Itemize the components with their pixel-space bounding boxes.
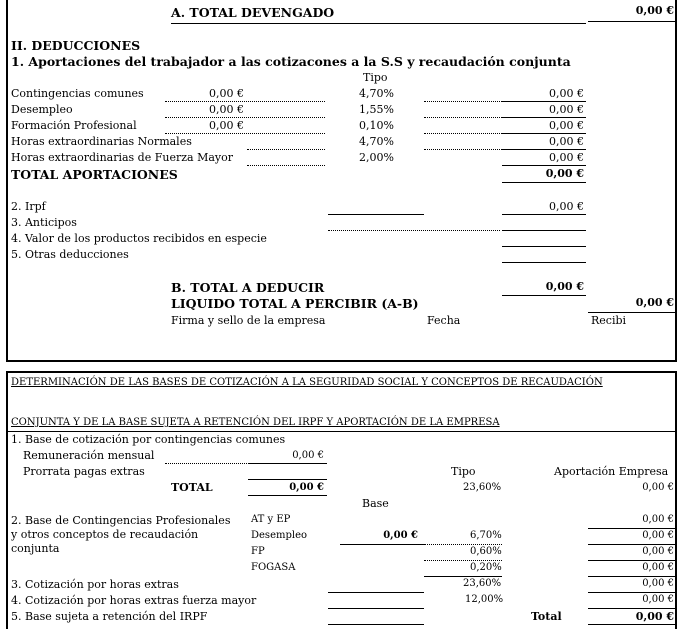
liquido-value: 0,00 € — [635, 296, 674, 309]
irpf-value-line — [502, 214, 586, 215]
bases-total-line — [248, 495, 327, 496]
fecha-label: Fecha — [427, 314, 461, 327]
cp-row-label: FP — [251, 546, 265, 557]
bases-total-label: TOTAL — [171, 481, 213, 494]
liquido-label: LIQUIDO TOTAL A PERCIBIR (A-B) — [171, 296, 419, 311]
grand-total-label: Total — [531, 610, 562, 623]
deduction-row-base-line — [165, 117, 325, 118]
box-top-bottom-border — [6, 360, 677, 362]
especie-value-line — [502, 246, 586, 247]
cp-row-label: FOGASA — [251, 562, 296, 573]
item3-tipo: 23,60% — [463, 578, 502, 589]
item2-base-value: 0,00 € — [383, 530, 418, 541]
aportacion-header: Aportación Empresa — [554, 465, 669, 478]
deducciones-tipo-header: Tipo — [363, 71, 388, 84]
cp-row-label: Desempleo — [251, 530, 308, 541]
deduction-row-label: Horas extraordinarias Normales — [11, 135, 192, 148]
firma-label: Firma y sello de la empresa — [171, 314, 326, 327]
total-deducir-label: B. TOTAL A DEDUCIR — [171, 280, 325, 295]
deduction-row-importe: 0,00 € — [549, 87, 584, 100]
grand-total-line — [588, 624, 675, 625]
deduction-row-mid-line — [424, 149, 502, 150]
cp-row-line — [588, 528, 675, 529]
remuneracion-dots — [165, 463, 247, 464]
irpf-value: 0,00 € — [549, 200, 584, 213]
total-devengado-value: 0,00 € — [635, 4, 674, 17]
box-top-left-border — [6, 0, 8, 361]
deduction-row-tipo: 1,55% — [359, 103, 394, 116]
item4-line — [588, 608, 675, 609]
item5-base-line — [328, 624, 424, 625]
bases-heading-line2: CONJUNTA Y DE LA BASE SUJETA A RETENCIÓN DEL IRPF Y APORTACIÓN DE LA EMPRESA — [11, 417, 500, 428]
deduction-row-importe-line — [502, 101, 586, 102]
prorrata-label: Prorrata pagas extras — [23, 465, 145, 478]
cp-row-tipo: 6,70% — [470, 530, 502, 541]
total-aportaciones-line — [502, 182, 586, 183]
deduction-row-importe-line — [502, 133, 586, 134]
item2-base-line — [340, 544, 424, 545]
deduction-row-tipo: 4,70% — [359, 135, 394, 148]
deduction-row-importe: 0,00 € — [549, 119, 584, 132]
total-aportaciones-value: 0,00 € — [545, 167, 584, 180]
bases-heading-line1: DETERMINACIÓN DE LAS BASES DE COTIZACIÓN A LA SEGURIDAD SOCIAL Y CONCEPTOS DE RECAUDACIÓN — [11, 377, 603, 388]
irpf-label: 2. Irpf — [11, 200, 46, 213]
item2-label-line1: 2. Base de Contingencias Profesionales — [11, 514, 231, 527]
base-header: Base — [362, 497, 389, 510]
otras-deducciones-label: 5. Otras deducciones — [11, 248, 129, 261]
item3-label: 3. Cotización por horas extras — [11, 578, 179, 591]
cp-row-tipo: 0,20% — [470, 562, 502, 573]
anticipos-dots — [328, 230, 500, 231]
deduction-row-importe: 0,00 € — [549, 103, 584, 116]
deduction-row-importe-line — [502, 149, 586, 150]
item3-base-line — [328, 592, 424, 593]
box-bottom-top-border — [6, 371, 677, 373]
deduction-row-base-line — [247, 149, 325, 150]
total-devengado-label: A. TOTAL DEVENGADO — [171, 5, 335, 20]
bases-total-value: 0,00 € — [289, 482, 324, 493]
cp-row-aportacion: 0,00 € — [642, 546, 674, 557]
cp-row-tipo-line — [424, 560, 502, 561]
deduction-row-base-line — [165, 133, 325, 134]
cp-row-line — [588, 544, 675, 545]
deduction-row-base: 0,00 € — [209, 103, 244, 116]
item3-line — [588, 592, 675, 593]
total-deducir-line — [502, 295, 586, 296]
item3-aportacion: 0,00 € — [642, 578, 674, 589]
recibi-label: Recibi — [591, 314, 627, 327]
total-aportaciones-label: TOTAL APORTACIONES — [11, 167, 178, 182]
item1-label: 1. Base de cotización por contingencias comunes — [11, 433, 286, 446]
deduction-row-base-line — [165, 101, 325, 102]
box-bottom-right-border — [675, 371, 677, 629]
deduction-row-label: Horas extraordinarias de Fuerza Mayor — [11, 151, 233, 164]
deduction-row-importe-line — [502, 117, 586, 118]
item2-label-line3: conjunta — [11, 542, 60, 555]
remuneracion-label: Remuneración mensual — [23, 449, 155, 462]
item2-label-line2: y otros conceptos de recaudación — [11, 528, 199, 541]
irpf-base-line — [328, 214, 424, 215]
deduction-row-importe: 0,00 € — [549, 151, 584, 164]
cp-row-label: AT y EP — [251, 514, 291, 525]
deduction-row-importe: 0,00 € — [549, 135, 584, 148]
cp-row-line — [588, 576, 675, 577]
deduction-row-tipo: 0,10% — [359, 119, 394, 132]
otras-value-line — [502, 262, 586, 263]
cp-row-tipo: 0,60% — [470, 546, 502, 557]
cp-row-aportacion: 0,00 € — [642, 562, 674, 573]
remuneracion-value: 0,00 € — [292, 450, 324, 461]
deduction-row-importe-line — [502, 165, 586, 166]
deduction-row-label: Contingencias comunes — [11, 87, 144, 100]
box-bottom-left-border — [6, 371, 8, 629]
deduction-row-label: Formación Profesional — [11, 119, 137, 132]
cp-row-line — [588, 560, 675, 561]
anticipos-value-line — [502, 230, 586, 231]
cc-tipo: 23,60% — [463, 482, 502, 493]
fogasa-tipo-line — [424, 576, 502, 577]
remuneracion-line — [248, 463, 327, 464]
deduction-row-mid-line — [424, 117, 502, 118]
cp-row-aportacion: 0,00 € — [642, 530, 674, 541]
item4-base-line — [328, 608, 424, 609]
prorrata-line — [248, 479, 327, 480]
item5-label: 5. Base sujeta a retención del IRPF — [11, 610, 208, 623]
bases-heading-rule — [6, 431, 677, 432]
deduction-row-mid-line — [424, 133, 502, 134]
anticipos-label: 3. Anticipos — [11, 216, 77, 229]
cp-row-tipo-line — [424, 544, 502, 545]
total-deducir-value: 0,00 € — [545, 280, 584, 293]
deduction-row-base: 0,00 € — [209, 119, 244, 132]
deduction-row-base: 0,00 € — [209, 87, 244, 100]
deducciones-subtitle: 1. Aportaciones del trabajador a las cotizacones a la S.S y recaudación conjunta — [11, 54, 571, 69]
box-top-right-border — [675, 0, 677, 361]
item4-label: 4. Cotización por horas extras fuerza mayor — [11, 594, 257, 607]
recibi-line — [588, 312, 675, 313]
deduction-row-mid-line — [424, 101, 502, 102]
bases-tipo-header: Tipo — [451, 465, 476, 478]
especie-label: 4. Valor de los productos recibidos en especie — [11, 232, 267, 245]
total-devengado-value-line — [588, 21, 675, 22]
grand-total-value: 0,00 € — [635, 610, 674, 623]
cp-row-aportacion: 0,00 € — [642, 514, 674, 525]
deduction-row-tipo: 2,00% — [359, 151, 394, 164]
item4-aportacion: 0,00 € — [642, 594, 674, 605]
deducciones-title: II. DEDUCCIONES — [11, 38, 141, 53]
total-devengado-underline — [171, 23, 586, 24]
deduction-row-label: Desempleo — [11, 103, 73, 116]
deduction-row-base-line — [247, 165, 325, 166]
item4-tipo: 12,00% — [465, 594, 504, 605]
cc-aportacion: 0,00 € — [642, 482, 674, 493]
deduction-row-tipo: 4,70% — [359, 87, 394, 100]
